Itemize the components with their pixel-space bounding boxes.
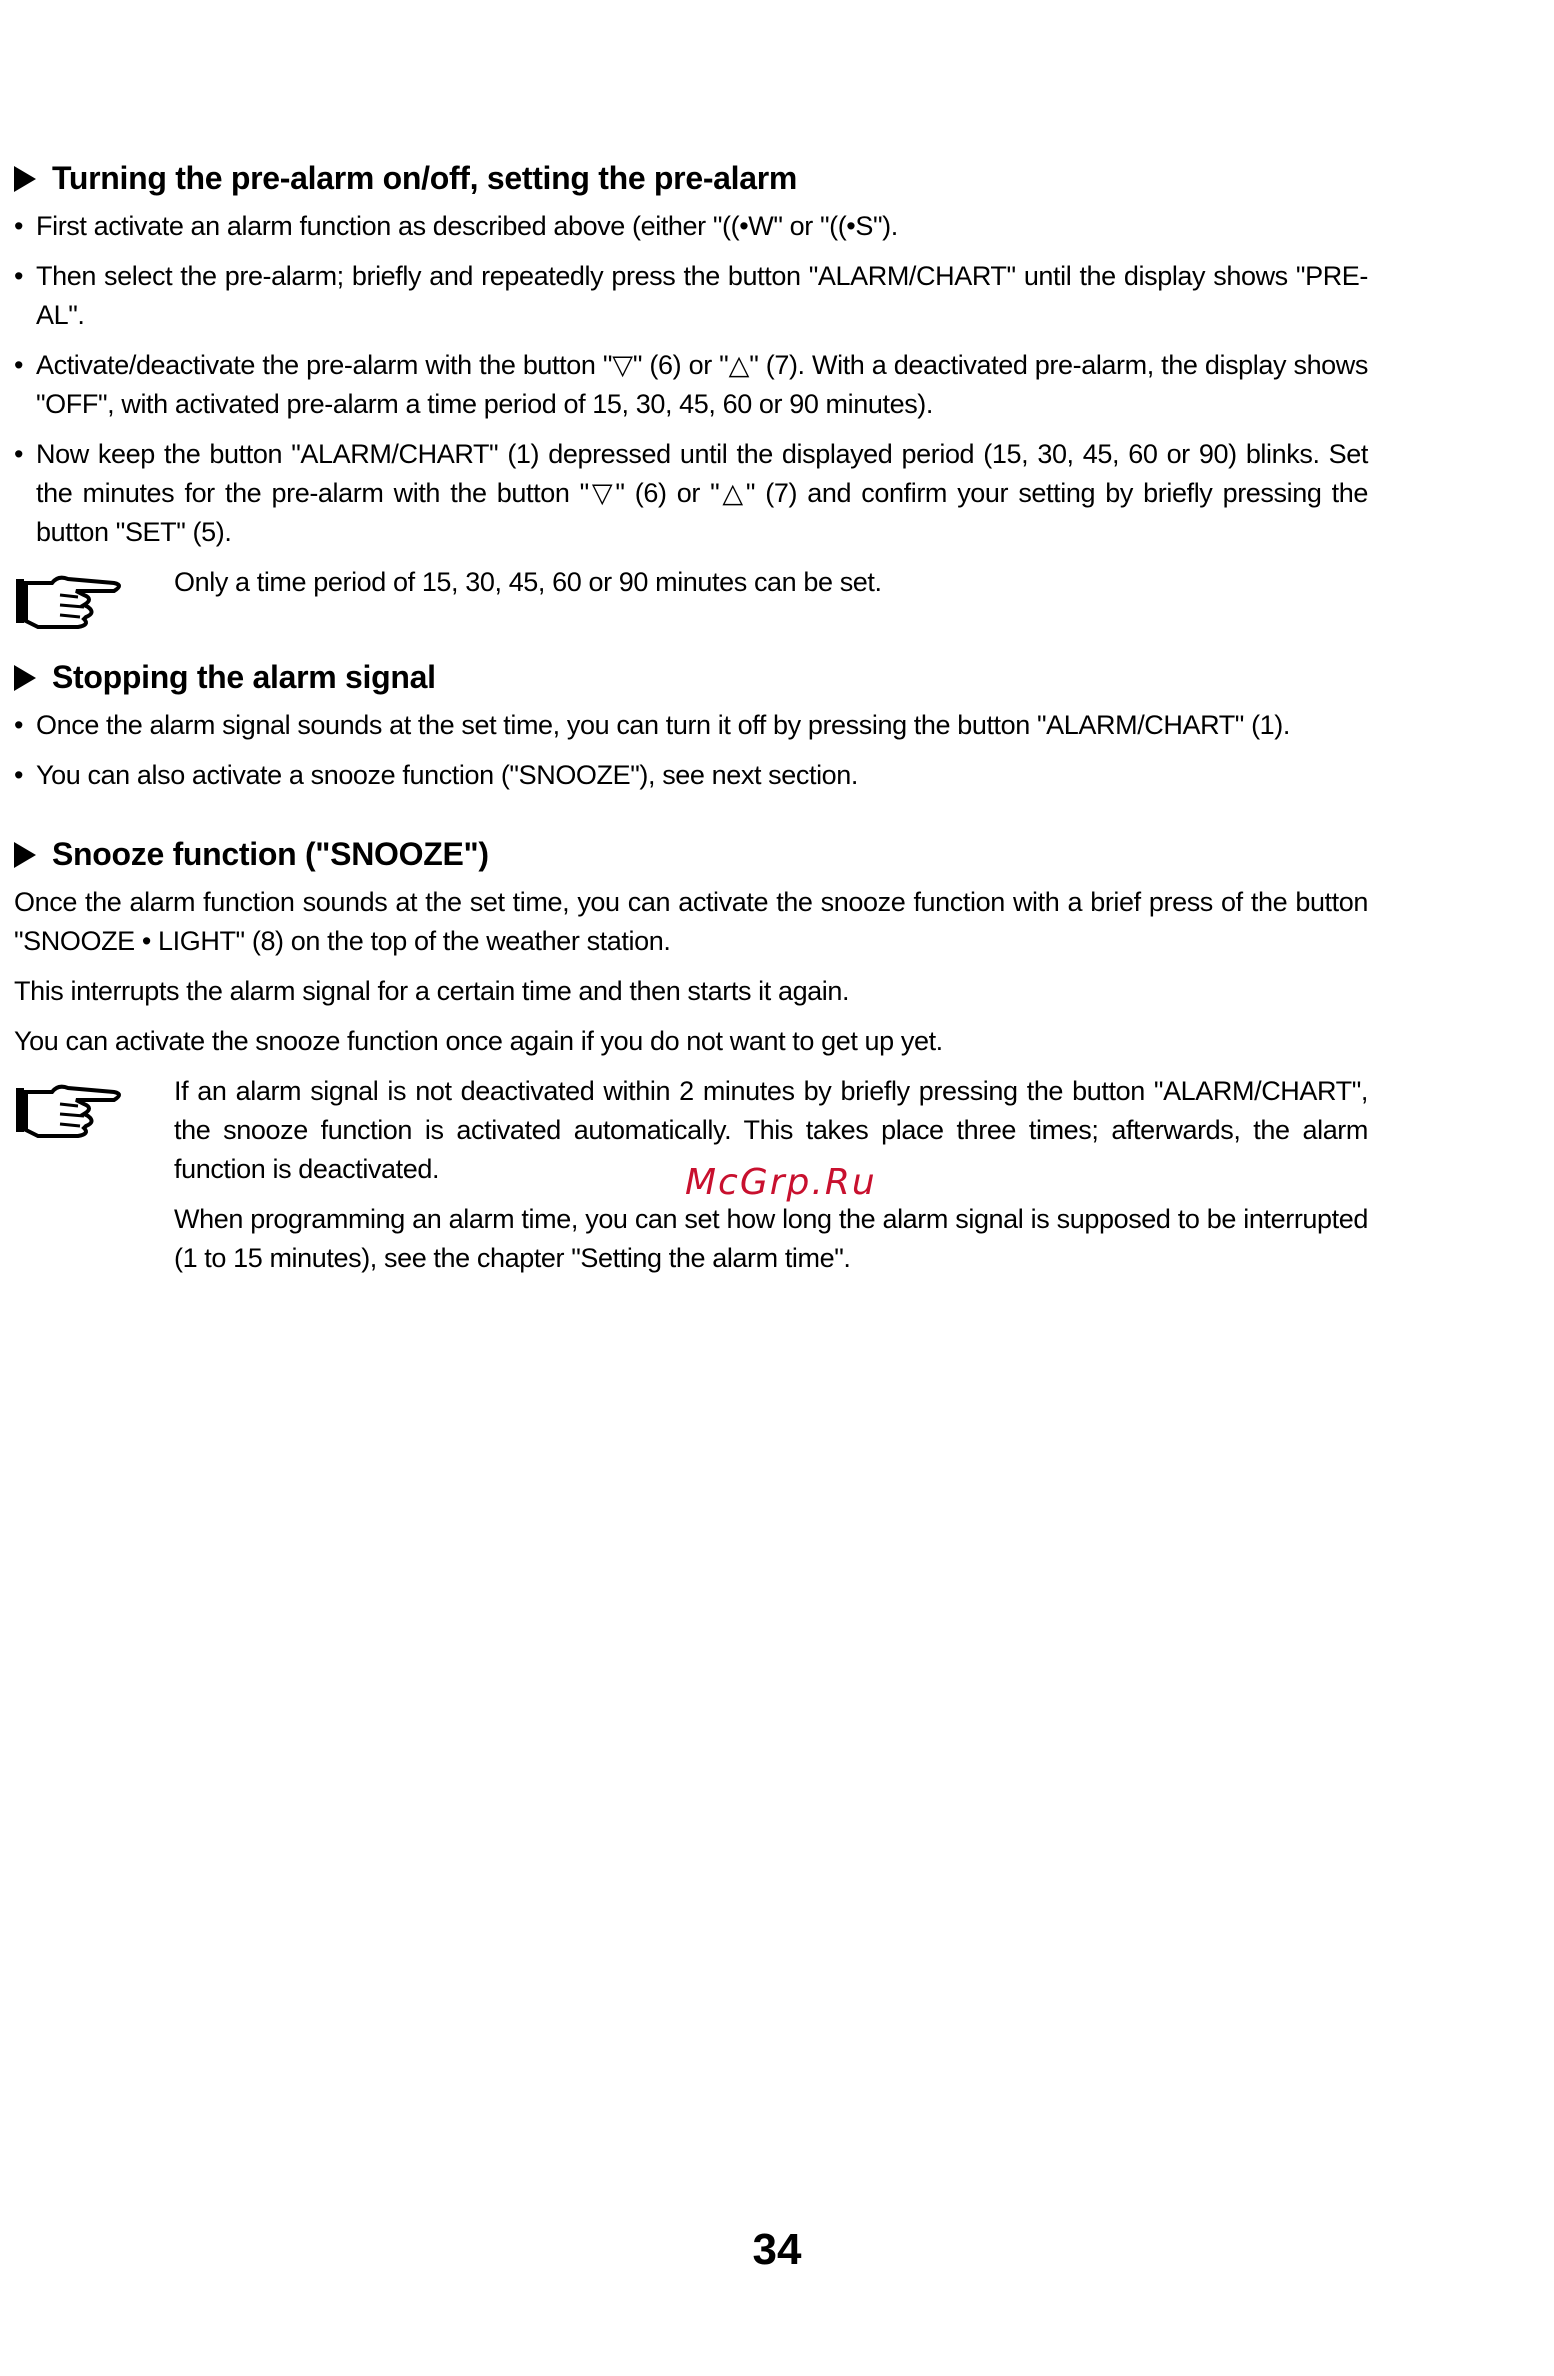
section-stopping: [14, 659, 1368, 795]
triangle-bullet-icon: [14, 166, 36, 192]
manual-page: [14, 160, 1368, 1289]
page-number: 34: [752, 2225, 802, 2274]
section-pre-alarm: [14, 160, 1368, 629]
bullet-list: [14, 207, 1368, 552]
heading-text: Stopping the alarm signal: [52, 659, 436, 695]
pointing-hand-icon: [14, 569, 134, 629]
paragraph: This interrupts the alarm signal for a certain time and then starts it again.: [14, 976, 850, 1006]
heading-text: Turning the pre-alarm on/off, setting the pre-alarm: [52, 160, 798, 196]
note-block: [14, 563, 1368, 629]
note-text: Only a time period of 15, 30, 45, 60 or 90 minutes can be set.: [174, 567, 882, 597]
pointing-hand-icon: [14, 1078, 134, 1138]
section-heading: [14, 836, 1368, 873]
heading-text: Snooze function ("SNOOZE"): [52, 836, 489, 872]
list-item: • First activate an alarm function as described above (either "((•W" or "((•S").: [14, 207, 1368, 246]
list-item: • Now keep the button "ALARM/CHART" (1) depressed until the displayed period (15, 30, 45, 60 or 90) blinks. Set the minutes for the pre-alarm with the button "▽" (6) or "△" (7) and confirm your setting by briefly pressing the button "SET" (5).: [14, 435, 1368, 552]
list-item: • Once the alarm signal sounds at the set time, you can turn it off by pressing the button "ALARM/CHART" (1).: [14, 706, 1368, 745]
list-item: • You can also activate a snooze function ("SNOOZE"), see next section.: [14, 756, 1368, 795]
triangle-bullet-icon: [14, 842, 36, 868]
triangle-bullet-icon: [14, 665, 36, 691]
list-item: • Activate/deactivate the pre-alarm with the button "▽" (6) or "△" (7). With a deactivated pre-alarm, the display shows "OFF", with activated pre-alarm a time period of 15, 30, 45, 60 or 90 minutes).: [14, 346, 1368, 424]
paragraph: You can activate the snooze function once again if you do not want to get up yet.: [14, 1026, 943, 1056]
section-snooze: [14, 836, 1368, 1289]
section-heading: [14, 659, 1368, 696]
watermark: McGrp.Ru: [685, 1162, 877, 1203]
paragraph: Once the alarm function sounds at the set time, you can activate the snooze function with a brief press of the button "SNOOZE • LIGHT" (8) on the top of the weather station.: [14, 887, 1368, 956]
section-heading: [14, 160, 1368, 197]
list-item: • Then select the pre-alarm; briefly and repeatedly press the button "ALARM/CHART" until the display shows "PRE-AL".: [14, 257, 1368, 335]
note-text: If an alarm signal is not deactivated within 2 minutes by briefly pressing the button "ALARM/CHART", the snooze function is activated automatically. This takes place three times; afterwards, the alarm function is deactivated. When programming an alarm time, you can set how long the alarm signal is supposed to be interrupted (1 to 15 minutes), see the chapter "Setting the alarm time".: [174, 1076, 1368, 1273]
bullet-list: [14, 706, 1368, 795]
